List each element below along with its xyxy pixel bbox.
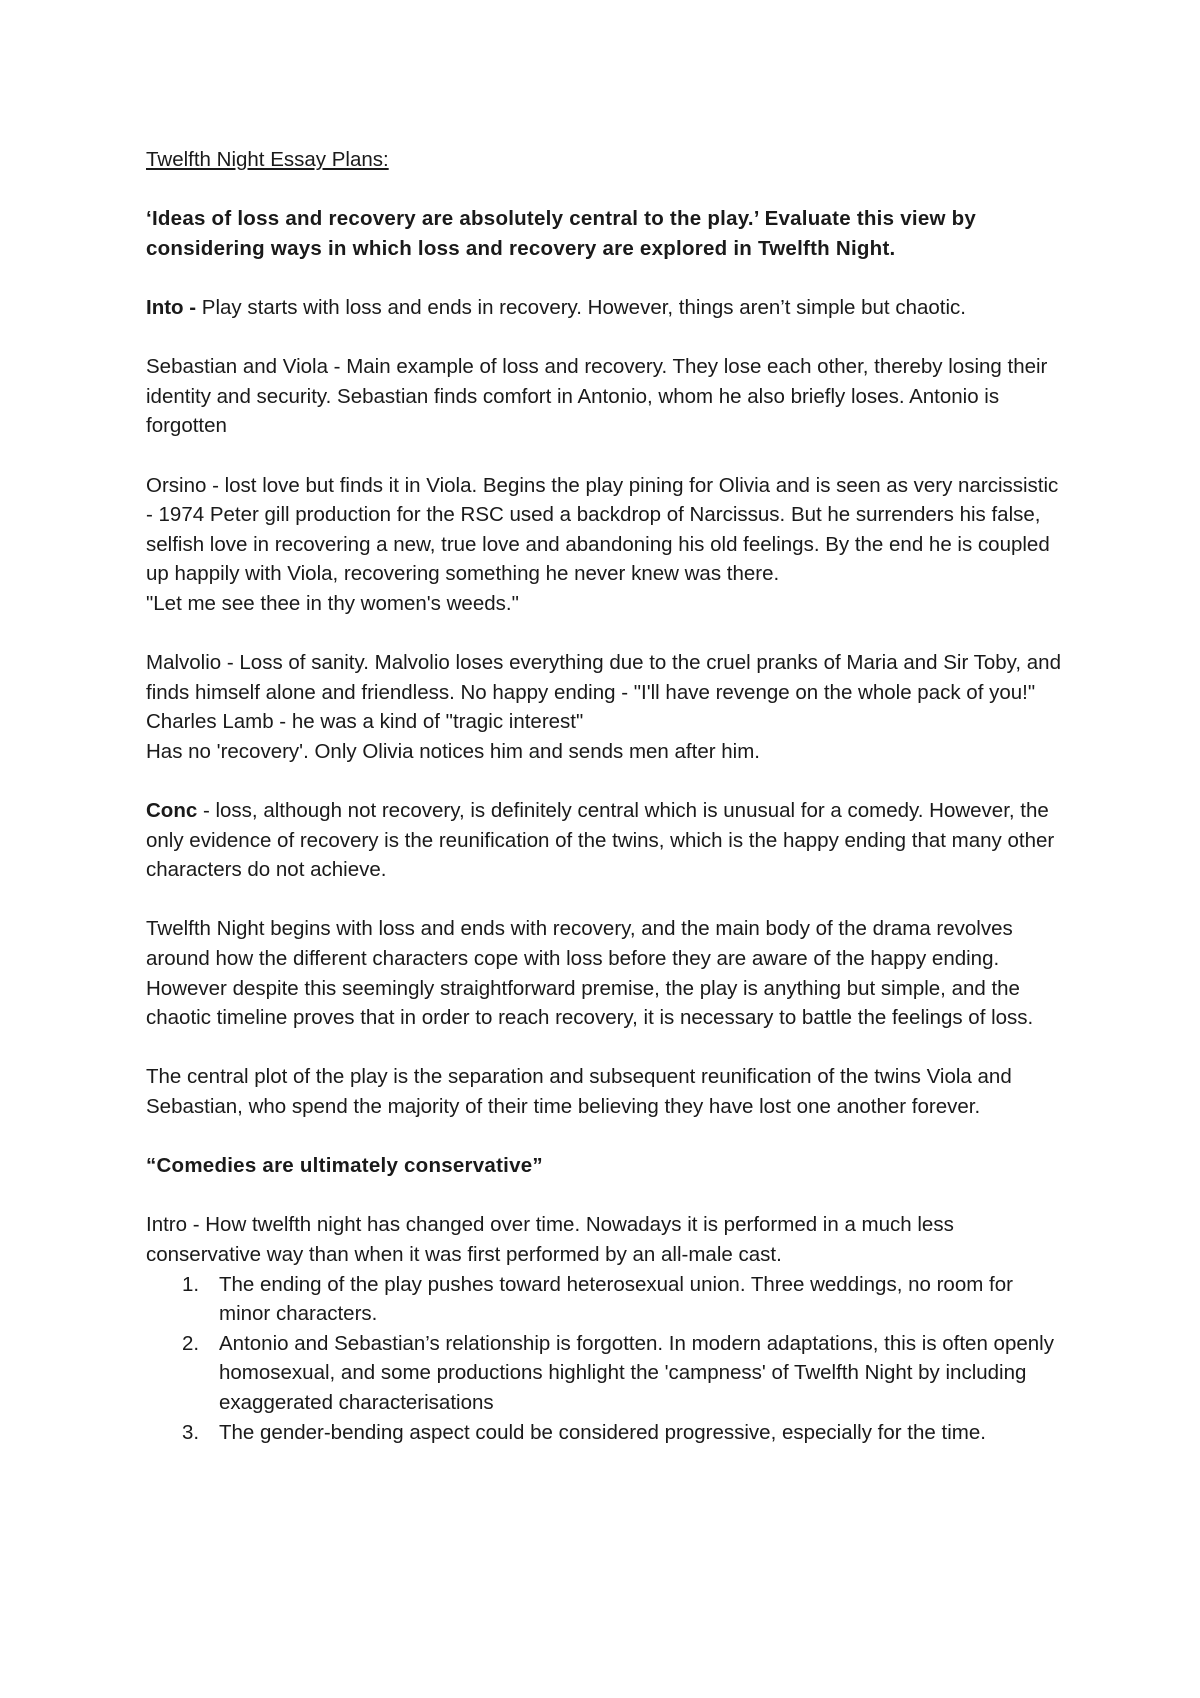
list-item: [146, 1270, 1066, 1329]
spacer: [146, 885, 1066, 915]
spacer: [146, 323, 1066, 353]
spacer: [146, 263, 1066, 293]
conclusion-text: - loss, although not recovery, is definitely central which is unusual for a comedy. However, the only evidence of recovery is the reunification of the twins, which is the happy ending that many other characters do not achieve.: [146, 799, 1055, 882]
intro-paragraph: [146, 293, 1066, 323]
no-recovery-line: Has no 'recovery'. Only Olivia notices him and sends men after him.: [146, 739, 760, 763]
list-item-text: Antonio and Sebastian’s relationship is forgotten. In modern adaptations, this is often openly homosexual, and some productions highlight the 'campness' of Twelfth Night by including exaggerated characterisations: [219, 1331, 1054, 1414]
essay-question-1: ‘Ideas of loss and recovery are absolutely central to the play.’ Evaluate this view by considering ways in which loss and recovery are explored in Twelfth Night.: [146, 207, 977, 260]
body-paragraph-2: The central plot of the play is the separation and subsequent reunification of the twins Viola and Sebastian, who spend the majority of their time believing they have lost one another forever.: [146, 1065, 1012, 1118]
document-page: [146, 145, 1066, 1447]
list-item-number: 2.: [182, 1331, 200, 1355]
malvolio-paragraph: Malvolio - Loss of sanity. Malvolio loses everything due to the cruel pranks of Maria and Sir Toby, and finds himself alone and friendless. No happy ending - "I'll have revenge on the whole pack of you!": [146, 651, 1061, 704]
spacer: [146, 1181, 1066, 1211]
charles-lamb-line: Charles Lamb - he was a kind of "tragic interest": [146, 710, 584, 734]
intro-text: Play starts with loss and ends in recovery. However, things aren’t simple but chaotic.: [201, 295, 966, 319]
spacer: [146, 1122, 1066, 1152]
conclusion-paragraph: [146, 796, 1066, 885]
spacer: [146, 441, 1066, 471]
orsino-paragraph: Orsino - lost love but finds it in Viola. Begins the play pining for Olivia and is seen as very narcissistic - 1974 Peter gill production for the RSC used a backdrop of Narcissus. But he surrenders his false, selfish love in recovering a new, true love and abandoning his old feelings. By the end he is coupled up happily with Viola, recovering something he never knew was there.: [146, 473, 1059, 586]
list-item: [146, 1418, 1066, 1448]
list-item-number: 3.: [182, 1420, 200, 1444]
list-item-text: The ending of the play pushes toward heterosexual union. Three weddings, no room for minor characters.: [219, 1272, 1013, 1326]
numbered-points-list: [146, 1270, 1066, 1448]
spacer: [146, 766, 1066, 796]
spacer: [146, 619, 1066, 649]
intro-label: Into -: [146, 295, 202, 319]
orsino-quote: "Let me see thee in thy women's weeds.": [146, 591, 519, 615]
spacer: [146, 1033, 1066, 1063]
list-item: [146, 1329, 1066, 1418]
list-item-number: 1.: [182, 1272, 200, 1296]
essay-question-2: “Comedies are ultimately conservative”: [146, 1154, 543, 1178]
intro-2-paragraph: Intro - How twelfth night has changed over time. Nowadays it is performed in a much less conservative way than when it was first performed by an all-male cast.: [146, 1213, 954, 1266]
sebastian-viola-paragraph: Sebastian and Viola - Main example of loss and recovery. They lose each other, thereby losing their identity and security. Sebastian finds comfort in Antonio, whom he also briefly loses. Antonio is forgotten: [146, 355, 1048, 438]
document-title: Twelfth Night Essay Plans:: [146, 148, 389, 171]
spacer: [146, 175, 1066, 205]
conclusion-label: Conc: [146, 799, 198, 823]
body-paragraph-1: Twelfth Night begins with loss and ends with recovery, and the main body of the drama revolves around how the different characters cope with loss before they are aware of the happy ending. However despite this seemingly straightforward premise, the play is anything but simple, and the chaotic timeline proves that in order to reach recovery, it is necessary to battle the feelings of loss.: [146, 917, 1034, 1030]
list-item-text: The gender-bending aspect could be considered progressive, especially for the time.: [219, 1420, 986, 1444]
